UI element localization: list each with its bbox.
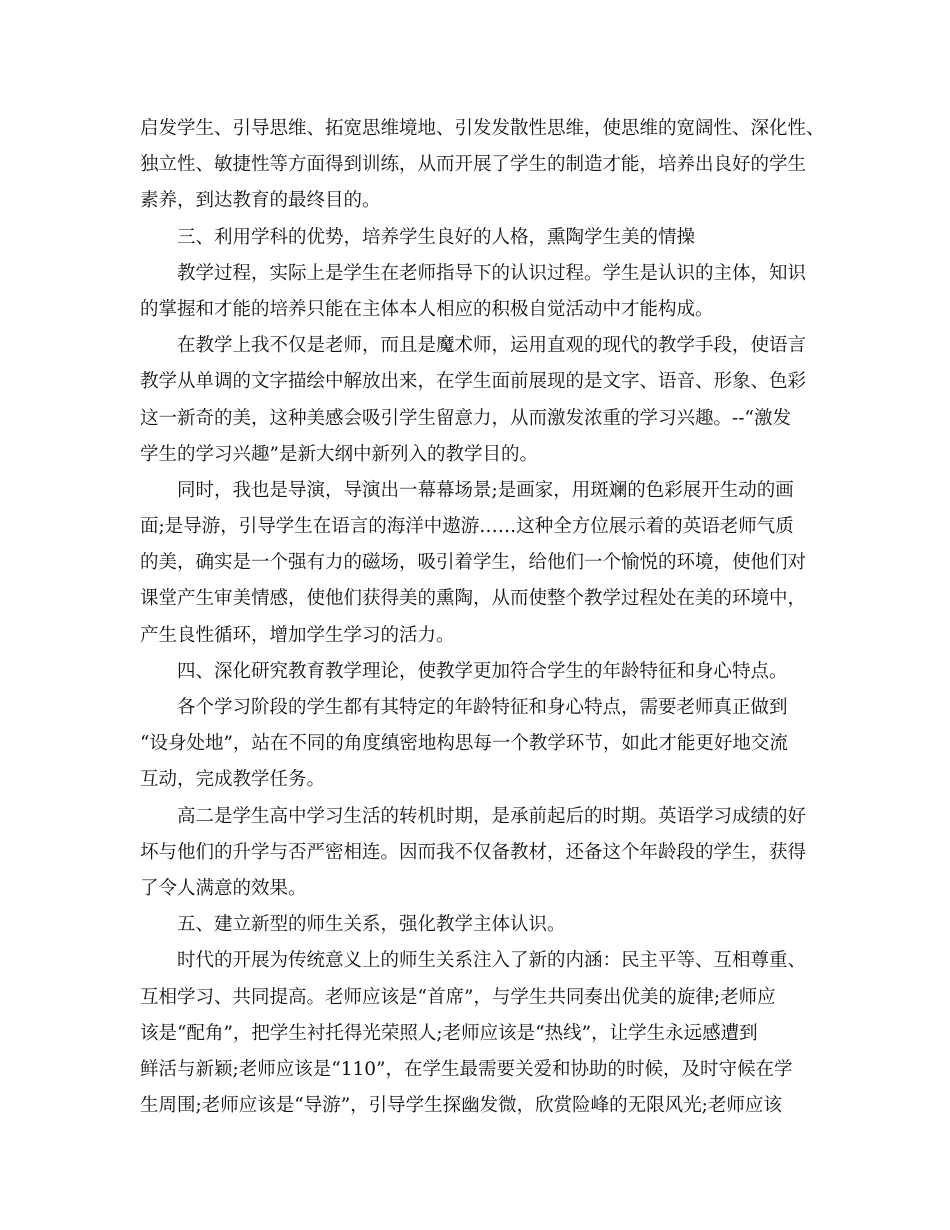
text-line: 产生良性循环，增加学生学习的活力。 xyxy=(140,624,455,646)
section-heading-3: 三、利用学科的优势，培养学生良好的人格，熏陶学生美的情操 xyxy=(177,226,696,248)
text-line: 教学过程，实际上是学生在老师指导下的认识过程。学生是认识的主体，知识 xyxy=(177,262,807,284)
text-line: 坏与他们的升学与否严密相连。因而我不仅备教材，还备这个年龄段的学生，获得 xyxy=(140,841,807,863)
text-line: 这一新奇的美，这种美感会吸引学生留意力，从而激发浓重的学习兴趣。--“激发 xyxy=(140,407,791,429)
text-line: 高二是学生高中学习生活的转机时期，是承前起后的时期。英语学习成绩的好 xyxy=(177,805,807,827)
text-line: 鲜活与新颖;老师应该是“110”，在学生最需要关爱和协助的时候，及时守候在学 xyxy=(140,1058,793,1080)
text-line: 的掌握和才能的培养只能在主体本人相应的积极自觉活动中才能构成。 xyxy=(140,298,714,320)
text-line: 素养，到达教育的最终目的。 xyxy=(140,190,381,212)
text-line: 生周围;老师应该是“导游”，引导学生探幽发微，欣赏险峰的无限风光;老师应该 xyxy=(140,1095,782,1117)
text-line: 课堂产生审美情感，使他们获得美的熏陶，从而使整个教学过程处在美的环境中， xyxy=(140,588,807,610)
text-line: 启发学生、引导思维、拓宽思维境地、引发发散性思维，使思维的宽阔性、深化性、 xyxy=(140,118,825,139)
text-line: 各个学习阶段的学生都有其特定的年龄特征和身心特点，需要老师真正做到 xyxy=(177,697,788,718)
text-line: 在教学上我不仅是老师，而且是魔术师，运用直观的现代的教学手段，使语言 xyxy=(177,335,807,357)
text-line: 互动，完成教学任务。 xyxy=(140,769,326,791)
document-body xyxy=(140,111,825,1124)
text-line: 同时，我也是导演，导演出一幕幕场景;是画家，用斑斓的色彩展开生动的画 xyxy=(177,479,794,501)
text-line: 面;是导游，引导学生在语言的海洋中遨游……这种全方位展示着的英语老师气质 xyxy=(140,516,794,538)
text-line: 教学从单调的文字描绘中解放出来，在学生面前展现的是文字、语音、形象、色彩 xyxy=(140,371,807,393)
text-line: 了令人满意的效果。 xyxy=(140,877,307,899)
text-line: 的美，确实是一个强有力的磁场，吸引着学生，给他们一个愉悦的环境，使他们对 xyxy=(140,552,807,574)
text-line: 互相学习、共同提高。老师应该是“首席”，与学生共同奏出优美的旋律;老师应 xyxy=(140,986,776,1008)
text-line: 独立性、敏捷性等方面得到训练，从而开展了学生的制造才能，培养出良好的学生 xyxy=(140,154,807,176)
text-line: 时代的开展为传统意义上的师生关系注入了新的内涵：民主平等、互相尊重、 xyxy=(177,950,807,972)
text-line: 学生的学习兴趣”是新大纲中新列入的教学目的。 xyxy=(140,443,538,465)
section-heading-5: 五、建立新型的师生关系，强化教学主体认识。 xyxy=(177,914,566,936)
text-line: 该是“配角”，把学生衬托得光荣照人;老师应该是“热线”，让学生永远感遭到 xyxy=(140,1022,758,1044)
text-line: “设身处地”，站在不同的角度缜密地构思每一个教学环节，如此才能更好地交流 xyxy=(140,733,788,755)
section-heading-4: 四、深化研究教育教学理论，使教学更加符合学生的年龄特征和身心特点。 xyxy=(177,660,788,682)
